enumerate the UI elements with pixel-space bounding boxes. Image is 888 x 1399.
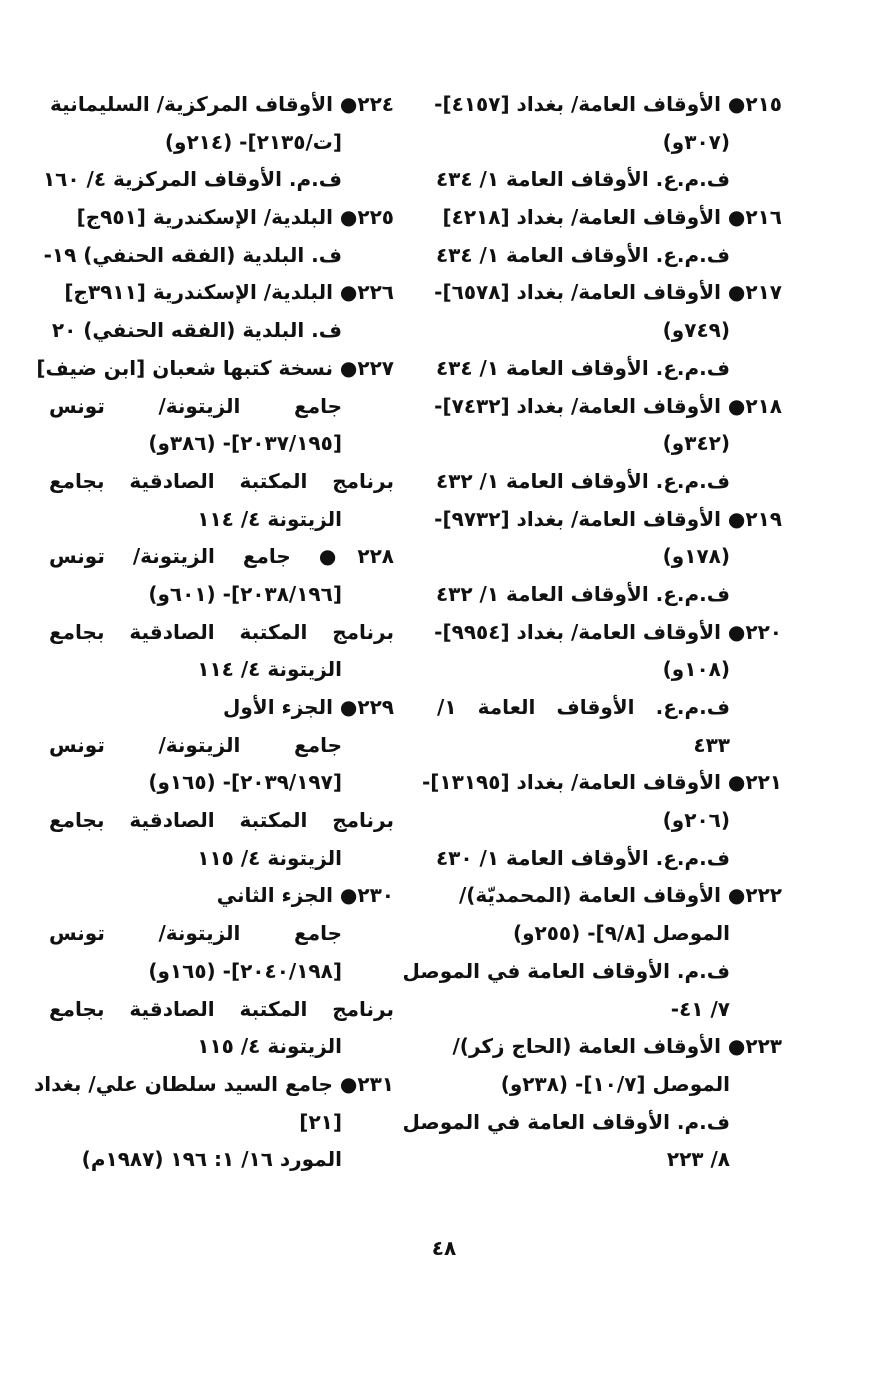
entry-text-line: [٢٠٣٧/١٩٥]- (٣٨٦و) <box>148 431 342 456</box>
entry-heading-line: ٢٢٩● الجزء الأول <box>223 695 394 719</box>
entry-heading-line: ٢١٨● الأوقاف العامة/ بغداد [٧٤٣٢]- <box>434 393 782 418</box>
entry-heading-line: ٢٢١● الأوقاف العامة/ بغداد [١٣١٩٥]- <box>421 770 782 795</box>
entry-heading-line: ٢٢٧● نسخة كتبها شعبان [ابن ضيف] <box>36 355 394 380</box>
entry-text-line: ف.م.ع. الأوقاف العامة ١/ ٤٣٠ <box>435 845 730 870</box>
entry-text-line: [٢٠٣٨/١٩٦]- (٦٠١و) <box>148 581 342 606</box>
entry-text-line: ف.م. الأوقاف المركزية ٤/ ١٦٠ <box>42 167 342 192</box>
entry-text-line: ف. البلدية (الفقه الحنفي) ١٩- <box>43 242 342 267</box>
entry-heading-line: ٢١٧● الأوقاف العامة/ بغداد [٦٥٧٨]- <box>434 280 782 305</box>
entry-text-line: ٢٢٨● جامع الزيتونة/ تونس <box>49 544 394 569</box>
entry-text-line: جامع الزيتونة/ تونس <box>49 921 342 946</box>
entry-text-line: [٢١] <box>299 1109 342 1134</box>
entry-text-line: [٢٠٣٩/١٩٧]- (١٦٥و) <box>148 770 342 795</box>
entry-heading-line: ٢١٥● الأوقاف العامة/ بغداد [٤١٥٧]- <box>434 92 782 116</box>
entry-text-line: برنامج المكتبة الصادقية بجامع <box>49 468 394 493</box>
entry-heading-line: ٢٢٢● الأوقاف العامة (المحمديّة)/ <box>458 883 782 908</box>
entry-text-line: برنامج المكتبة الصادقية بجامع <box>49 808 394 833</box>
entry-text-line: ف.م.ع. الأوقاف العامة ١/ ٤٣٢ <box>435 581 730 606</box>
entry-text-line: ٤٣٣ <box>693 732 730 757</box>
left-text-column <box>33 86 394 1179</box>
entry-text-line: الزيتونة ٤/ ١١٥ <box>197 1034 342 1059</box>
entry-heading-line: ٢٢٦● البلدية/ الإسكندرية [٣٩١١ج] <box>64 280 394 305</box>
entry-text-line: ف.م.ع. الأوقاف العامة ١/ ٤٣٤ <box>435 242 730 267</box>
entry-text-line: الموصل [١٠/٧]- (٢٣٨و) <box>500 1071 730 1096</box>
entry-text-line: ف.م.ع. الأوقاف العامة ١/ ٤٣٤ <box>435 355 730 380</box>
entry-text-line: المورد ١٦/ ١: ١٩٦ (١٩٨٧م) <box>81 1147 342 1172</box>
entry-text-line: ٢٣١● جامع السيد سلطان علي/ بغداد <box>33 1071 394 1096</box>
entry-text-line: ف. البلدية (الفقه الحنفي) ٢٠ <box>51 318 342 343</box>
entry-text-line: ف.م.ع. الأوقاف العامة ١/ ٤٣٤ <box>435 167 730 192</box>
entry-text-line: ف.م. الأوقاف العامة في الموصل <box>402 958 730 983</box>
entry-text-line: [ت/٢١٣٥]- (٢١٤و) <box>164 129 342 154</box>
entry-text-line: برنامج المكتبة الصادقية بجامع <box>49 996 394 1021</box>
entry-heading-line: ٢١٦● الأوقاف العامة/ بغداد [٤٢١٨] <box>442 205 782 230</box>
entry-text-line: الموصل [٩/٨]- (٢٥٥و) <box>512 921 730 946</box>
entry-text-line: (١٠٨و) <box>662 657 730 682</box>
entry-text-line: الزيتونة ٤/ ١١٥ <box>197 845 342 870</box>
entry-text-line: ف.م. الأوقاف العامة في الموصل <box>402 1109 730 1134</box>
entry-text-line: ف.م.ع. الأوقاف العامة ١/ ٤٣٢ <box>435 468 730 493</box>
entry-heading-line: ٢٢٥● البلدية/ الإسكندرية [٩٥١ج] <box>76 205 394 230</box>
entry-heading-line: ٢٢٣● الأوقاف العامة (الحاج زكر)/ <box>452 1034 782 1059</box>
entry-text-line: جامع الزيتونة/ تونس <box>49 732 342 757</box>
entry-text-line: (٧٤٩و) <box>662 318 730 343</box>
entry-heading-line: ٢٢٤● الأوقاف المركزية/ السليمانية <box>50 92 394 116</box>
entry-heading-line: ٢١٩● الأوقاف العامة/ بغداد [٩٧٣٢]- <box>434 506 782 531</box>
entry-text-line: (١٧٨و) <box>662 544 730 569</box>
entry-text-line: الزيتونة ٤/ ١١٤ <box>197 657 342 682</box>
page-number: ٤٨ <box>431 1236 457 1260</box>
entry-heading-line: ٢٢٠● الأوقاف العامة/ بغداد [٩٩٥٤]- <box>434 619 782 644</box>
entry-text-line: جامع الزيتونة/ تونس <box>49 393 342 418</box>
right-text-column <box>402 86 782 1179</box>
entry-text-line: الزيتونة ٤/ ١١٤ <box>197 506 342 531</box>
entry-text-line: ٨/ ٢٢٣ <box>666 1147 730 1172</box>
entry-text-line: (٣٤٢و) <box>662 431 730 456</box>
entry-text-line: (٢٠٦و) <box>662 808 730 833</box>
entry-text-line: ف.م.ع. الأوقاف العامة ١/ <box>437 695 730 719</box>
entry-text-line: (٣٠٧و) <box>662 129 730 154</box>
entry-text-line: ٧/ ٤١- <box>670 996 730 1021</box>
entry-text-line: [٢٠٤٠/١٩٨]- (١٦٥و) <box>148 958 342 983</box>
entry-text-line: برنامج المكتبة الصادقية بجامع <box>49 619 394 644</box>
entry-heading-line: ٢٣٠● الجزء الثاني <box>216 883 394 908</box>
